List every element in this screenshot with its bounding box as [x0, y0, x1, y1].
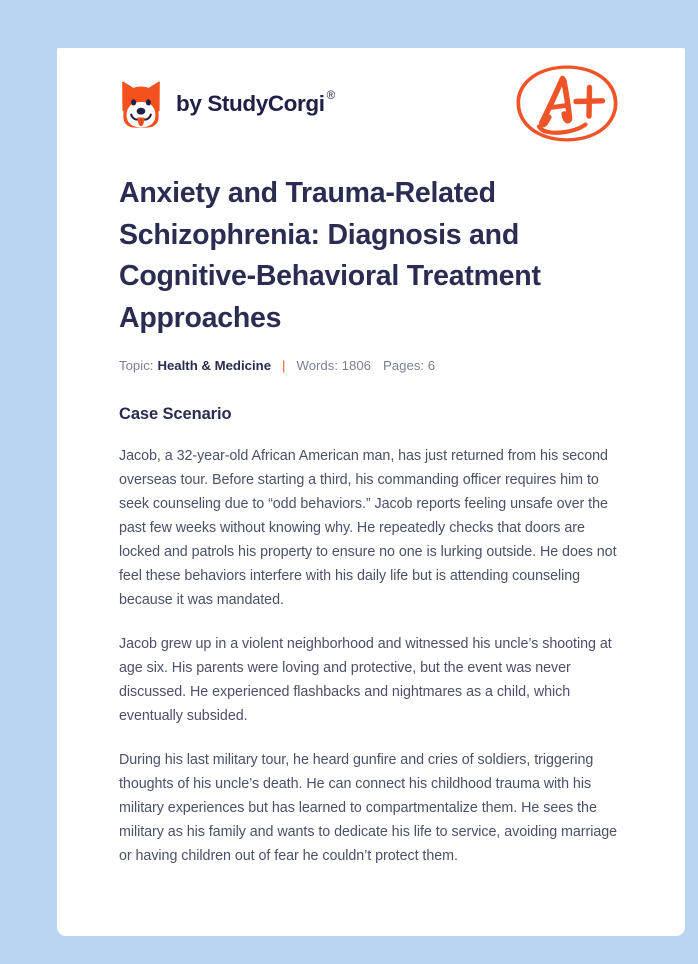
topic-label: Topic: — [119, 358, 154, 373]
brand-wordmark — [176, 89, 335, 116]
registered-trademark-icon: ® — [326, 89, 335, 102]
body-paragraph: Jacob grew up in a violent neighborhood and witnessed his uncle’s shooting at age six. His parents were loving and protective, but the event was never discussed. He experienced flashbacks and nightmares as a child, which eventually subsided. — [119, 635, 612, 724]
document-header — [119, 48, 623, 156]
document-card — [57, 48, 685, 936]
word-count: Words: 1806 — [296, 358, 372, 373]
meta-separator: | — [282, 358, 286, 373]
a-plus-grade-icon — [511, 61, 623, 147]
brand-name-text: StudyCorgi — [207, 90, 325, 116]
body-paragraph: During his last military tour, he heard gunfire and cries of soldiers, triggering thoughts of his uncle’s death. He can connect his childhood trauma with his military experiences but has learned to compartmentalize them. He sees the military as his family and wants to dedicate his life to service, avoiding marriage or having children out of fear he couldn’t protect them. — [119, 751, 618, 864]
body-paragraph: Jacob, a 32-year-old African American man, has just returned from his second overseas tour. Before starting a third, his commanding officer requires him to seek counseling due to “odd behaviors.” Jacob reports feeling unsafe over the past few weeks without knowing why. He repeatedly checks that doors are locked and patrols his property to ensure no one is lurking outside. He does not feel these behaviors interfere with his daily life but is attending counseling because it was mandated. — [119, 447, 617, 608]
brand-by-text: by — [176, 90, 202, 116]
topic-value[interactable]: Health & Medicine — [157, 358, 272, 373]
document-content — [57, 48, 685, 868]
section-heading: Case Scenario — [119, 405, 232, 424]
corgi-face-icon — [119, 81, 163, 128]
studycorgi-logo[interactable] — [119, 81, 335, 128]
page-count: Pages: 6 — [383, 358, 436, 373]
page-title: Anxiety and Trauma-Related Schizophrenia: Diagnosis and Cognitive-Behavioral Treatment Approaches — [119, 177, 541, 334]
document-meta — [119, 357, 623, 374]
